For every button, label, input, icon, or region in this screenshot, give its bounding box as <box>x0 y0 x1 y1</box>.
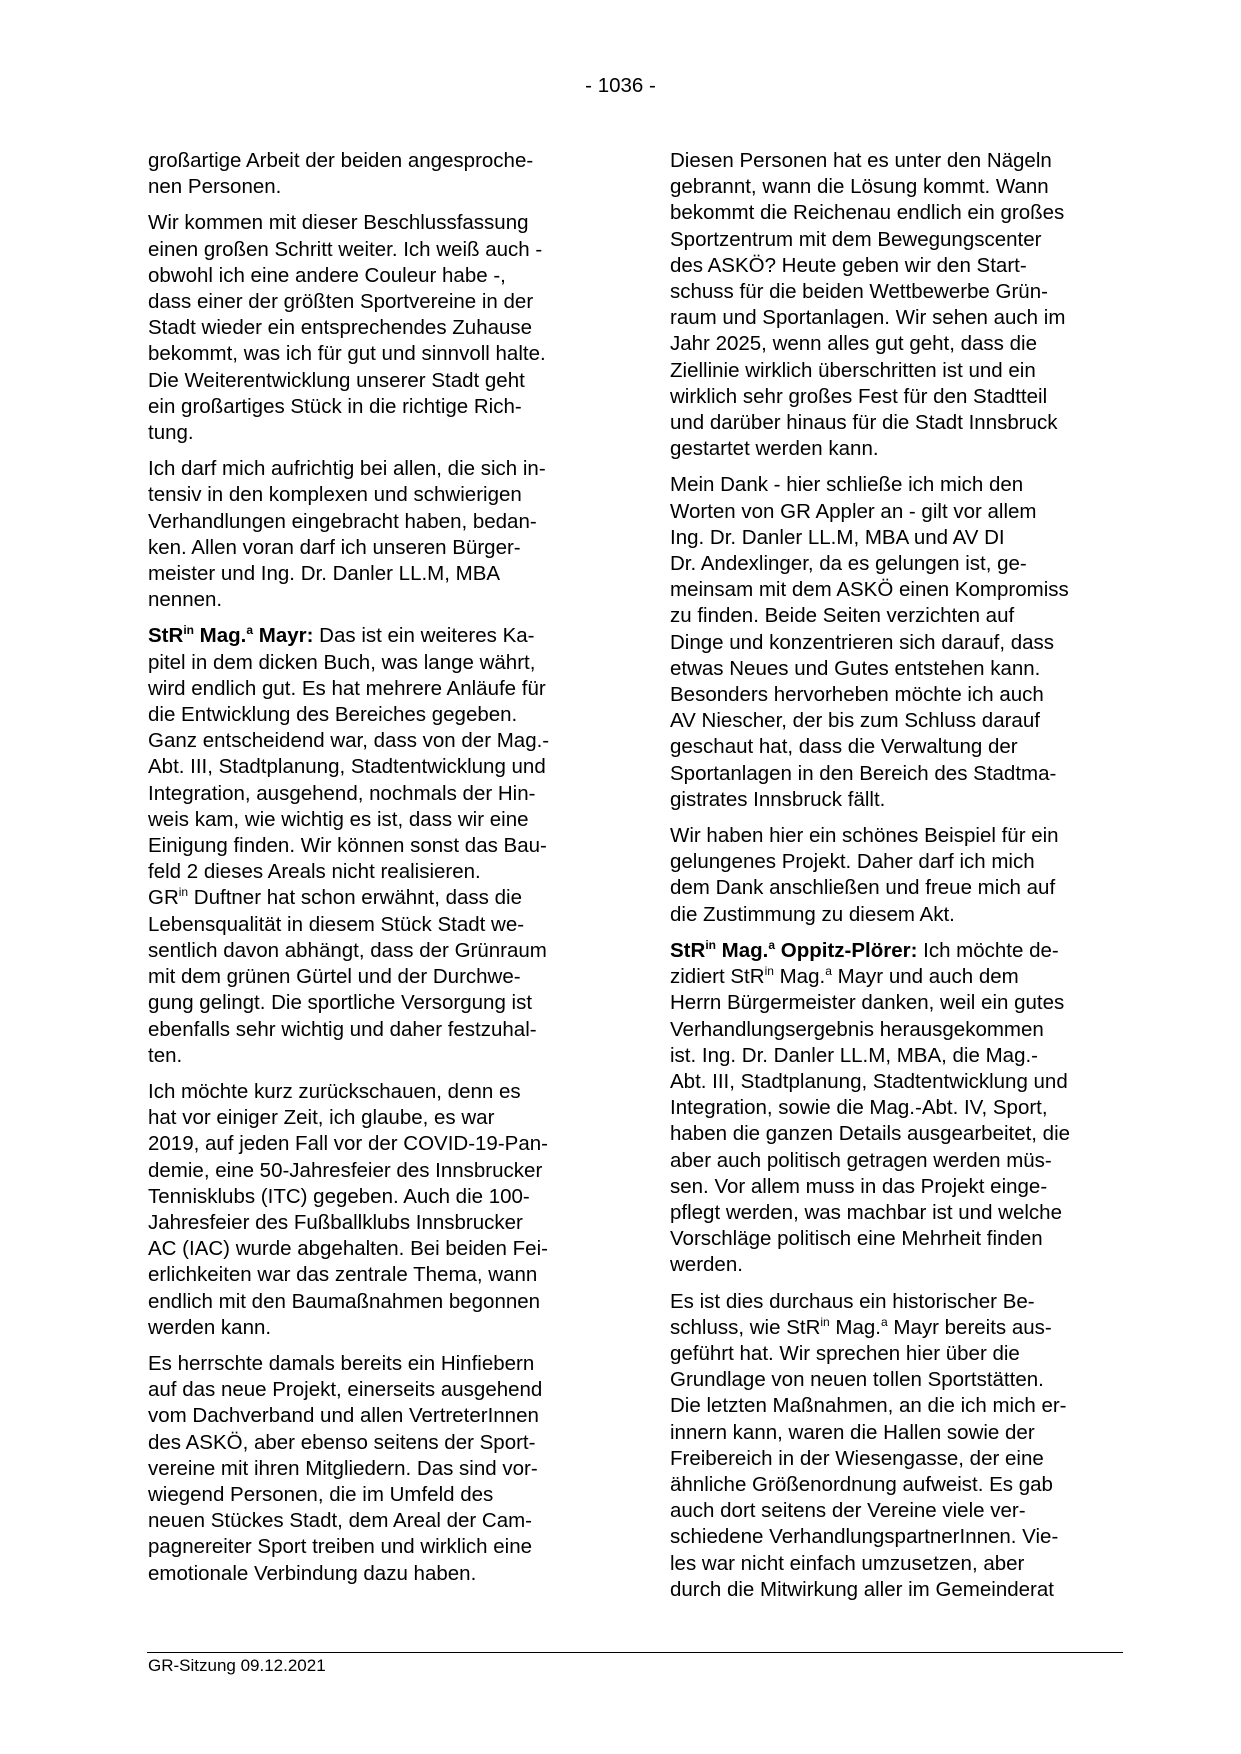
line: meister und Ing. Dr. Danler LL.M, MBA <box>148 562 501 586</box>
line: Wir kommen mit dieser Beschlussfassung <box>148 211 529 235</box>
line: les war nicht einfach umzusetzen, aber <box>670 1551 1025 1575</box>
speaker-name: StR$^{in}$ Mag.$^a$ Mayr: <box>148 623 314 648</box>
line: wiegend Personen, die im Umfeld des <box>148 1482 494 1506</box>
footer-divider <box>147 1652 1123 1653</box>
paragraph <box>670 823 1130 928</box>
line: Integration, ausgehend, nochmals der Hin- <box>148 781 536 805</box>
line: obwohl ich eine andere Couleur habe -, <box>148 263 506 287</box>
line: emotionale Verbindung dazu haben. <box>148 1561 477 1585</box>
line: pagnereiter Sport treiben und wirklich eine <box>148 1535 533 1559</box>
line: Ganz entscheidend war, dass von der Mag.- <box>148 729 550 753</box>
paragraph <box>148 456 610 613</box>
line: 2019, auf jeden Fall vor der COVID-19-Pan- <box>148 1132 548 1156</box>
speech-oppitz-ploerer <box>670 938 1130 1279</box>
line: ähnliche Größenordnung aufweist. Es gab <box>670 1472 1053 1496</box>
footer-session-date: GR-Sitzung 09.12.2021 <box>148 1656 326 1675</box>
line: nennen. <box>148 588 223 612</box>
line: etwas Neues und Gutes entstehen kann. <box>670 656 1041 680</box>
line: wird endlich gut. Es hat mehrere Anläufe für <box>148 676 546 700</box>
line: hat vor einiger Zeit, ich glaube, es war <box>148 1106 495 1130</box>
line: innern kann, waren die Hallen sowie der <box>670 1420 1035 1444</box>
line: des ASKÖ, aber ebenso seitens der Sport- <box>148 1430 536 1454</box>
line: durch die Mitwirkung aller im Gemeinderat <box>670 1577 1054 1601</box>
line: Mein Dank - hier schließe ich mich den <box>670 473 1024 497</box>
line: schiedene VerhandlungspartnerInnen. Vie- <box>670 1525 1059 1549</box>
line: tensiv in den komplexen und schwierigen <box>148 483 522 507</box>
line: Abt. III, Stadtplanung, Stadtentwicklung und <box>670 1069 1068 1093</box>
line: zidiert StR$^{in}$ Mag.$^a$ Mayr und auch dem <box>670 964 1019 989</box>
line: haben die ganzen Details ausgearbeitet, die <box>670 1122 1071 1146</box>
line: endlich mit den Baumaßnahmen begonnen <box>148 1289 541 1313</box>
speaker-name: StR$^{in}$ Mag.$^a$ Oppitz-Plörer: <box>670 937 918 962</box>
line-group <box>148 650 610 886</box>
line: geführt hat. Wir sprechen hier über die <box>670 1341 1020 1365</box>
line: neuen Stückes Stadt, dem Areal der Cam- <box>148 1509 533 1533</box>
line: wirklich sehr großes Fest für den Stadtteil <box>670 384 1048 408</box>
line: Worten von GR Appler an - gilt vor allem <box>670 499 1037 523</box>
line-group <box>670 990 1130 1278</box>
line: Jahresfeier des Fußballklubs Innsbrucker <box>148 1210 523 1234</box>
line: Vorschläge politisch eine Mehrheit finden <box>670 1227 1043 1251</box>
speech-mayr <box>148 623 610 1068</box>
line: aber auch politisch getragen werden müs- <box>670 1148 1052 1172</box>
line: Diesen Personen hat es unter den Nägeln <box>670 149 1052 172</box>
line: Abt. III, Stadtplanung, Stadtentwicklung und <box>148 755 546 779</box>
line: StR$^{in}$ Mag.$^a$ Oppitz-Plörer: Ich möchte de- <box>670 937 1059 962</box>
line: großartige Arbeit der beiden angesproche- <box>148 149 534 172</box>
line: schuss für die beiden Wettbewerbe Grün- <box>670 280 1048 304</box>
line: Tennisklubs (ITC) gegeben. Auch die 100- <box>148 1184 530 1208</box>
line: sen. Vor allem muss in das Projekt einge- <box>670 1174 1048 1198</box>
line-group <box>670 1341 1130 1603</box>
line: nen Personen. <box>148 175 282 199</box>
line: werden kann. <box>148 1315 272 1339</box>
line: ein großartiges Stück in die richtige Rich- <box>148 394 522 418</box>
paragraph <box>670 472 1130 813</box>
paragraph <box>148 210 610 446</box>
line: ist. Ing. Dr. Danler LL.M, MBA, die Mag.- <box>670 1043 1038 1067</box>
line: bekommt die Reichenau endlich ein großes <box>670 201 1065 225</box>
right-column <box>670 148 1130 1603</box>
line: die Entwicklung des Bereiches gegeben. <box>148 703 518 727</box>
line: und darüber hinaus für die Stadt Innsbruck <box>670 411 1058 435</box>
line: gebrannt, wann die Lösung kommt. Wann <box>670 175 1049 199</box>
line: geschaut hat, dass die Verwaltung der <box>670 735 1018 759</box>
line: $GR^{in}$ Duftner hat schon erwähnt, dass die <box>148 885 522 910</box>
line: bekommt, was ich für gut und sinnvoll halte. <box>148 342 546 366</box>
line: tung. <box>148 421 194 445</box>
line: auf das neue Projekt, einerseits ausgehend <box>148 1378 543 1402</box>
line: raum und Sportanlagen. Wir sehen auch im <box>670 306 1066 330</box>
line: Ich möchte kurz zurückschauen, denn es <box>148 1079 521 1103</box>
line: Einigung finden. Wir können sonst das Bau- <box>148 834 547 858</box>
line: feld 2 dieses Areals nicht realisieren. <box>148 860 481 884</box>
line: Verhandlungsergebnis herausgekommen <box>670 1017 1044 1041</box>
line: Grundlage von neuen tollen Sportstätten. <box>670 1368 1044 1392</box>
line: dass einer der größten Sportvereine in der <box>148 290 534 314</box>
paragraph <box>670 1289 1130 1603</box>
line: ken. Allen voran darf ich unseren Bürger- <box>148 535 521 559</box>
line: Ziellinie wirklich überschritten ist und ein <box>670 358 1036 382</box>
paragraph <box>148 1351 610 1587</box>
line: erlichkeiten war das zentrale Thema, wann <box>148 1263 538 1287</box>
line: Dinge und konzentrieren sich darauf, dass <box>670 630 1055 654</box>
line: gestartet werden kann. <box>670 437 879 461</box>
line: AV Niescher, der bis zum Schluss darauf <box>670 709 1040 733</box>
line: Stadt wieder ein entsprechendes Zuhause <box>148 316 533 340</box>
line: Ich darf mich aufrichtig bei allen, die sich in- <box>148 457 546 481</box>
line: zu finden. Beide Seiten verzichten auf <box>670 604 1015 628</box>
line: ten. <box>148 1043 183 1067</box>
left-column <box>148 148 610 1587</box>
line: Es ist dies durchaus ein historischer Be- <box>670 1289 1035 1313</box>
line: werden. <box>670 1253 743 1277</box>
line: Integration, sowie die Mag.-Abt. IV, Sport, <box>670 1096 1048 1120</box>
line: Besonders hervorheben möchte ich auch <box>670 683 1044 707</box>
line: Dr. Andexlinger, da es gelungen ist, ge- <box>670 552 1027 576</box>
line: Ing. Dr. Danler LL.M, MBA und AV DI <box>670 525 1005 549</box>
line: Die letzten Maßnahmen, an die ich mich er- <box>670 1394 1067 1418</box>
line: AC (IAC) wurde abgehalten. Bei beiden Fei- <box>148 1237 548 1261</box>
line-group <box>148 912 610 1069</box>
line: Jahr 2025, wenn alles gut geht, dass die <box>670 332 1037 356</box>
line: vereine mit ihren Mitgliedern. Das sind vor- <box>148 1456 538 1480</box>
line: einen großen Schritt weiter. Ich weiß auch - <box>148 237 543 261</box>
line: dem Dank anschließen und freue mich auf <box>670 876 1056 900</box>
line: demie, eine 50-Jahresfeier des Innsbrucker <box>148 1158 543 1182</box>
line: Lebensqualität in diesem Stück Stadt we- <box>148 912 525 936</box>
line: StR$^{in}$ Mag.$^a$ Mayr: Das ist ein weiteres Ka- <box>148 623 535 648</box>
paragraph <box>148 1079 610 1341</box>
line: Sportanlagen in den Bereich des Stadtma- <box>670 761 1057 785</box>
paragraph <box>148 148 610 200</box>
line: auch dort seitens der Vereine viele ver- <box>670 1499 1026 1523</box>
line: Wir haben hier ein schönes Beispiel für ein <box>670 824 1059 848</box>
line: Herrn Bürgermeister danken, weil ein gutes <box>670 991 1065 1015</box>
page-number: - 1036 - <box>585 74 656 97</box>
line: vom Dachverband und allen VertreterInnen <box>148 1404 539 1428</box>
line: gelungenes Projekt. Daher darf ich mich <box>670 850 1035 874</box>
line: schluss, wie StR$^{in}$ Mag.$^a$ Mayr bereits aus- <box>670 1314 1052 1339</box>
line: meinsam mit dem ASKÖ einen Kompromiss <box>670 578 1069 602</box>
line: Verhandlungen eingebracht haben, bedan- <box>148 509 537 533</box>
paragraph <box>670 148 1130 462</box>
line: des ASKÖ? Heute geben wir den Start- <box>670 253 1027 277</box>
line: pflegt werden, was machbar ist und welche <box>670 1200 1062 1224</box>
line: pitel in dem dicken Buch, was lange währt, <box>148 650 536 674</box>
line: Freibereich in der Wiesengasse, der eine <box>670 1446 1044 1470</box>
line: ebenfalls sehr wichtig und daher festzuhal- <box>148 1017 537 1041</box>
line: gistrates Innsbruck fällt. <box>670 787 886 811</box>
line: Es herrschte damals bereits ein Hinfiebern <box>148 1351 535 1375</box>
line: sentlich davon abhängt, dass der Grünraum <box>148 938 547 962</box>
line: weis kam, wie wichtig es ist, dass wir eine <box>148 807 529 831</box>
line: die Zustimmung zu diesem Akt. <box>670 902 955 926</box>
line: Sportzentrum mit dem Bewegungscenter <box>670 227 1042 251</box>
line: Die Weiterentwicklung unserer Stadt geht <box>148 368 525 392</box>
line: mit dem grünen Gürtel und der Durchwe- <box>148 965 521 989</box>
line: gung gelingt. Die sportliche Versorgung ist <box>148 991 533 1015</box>
